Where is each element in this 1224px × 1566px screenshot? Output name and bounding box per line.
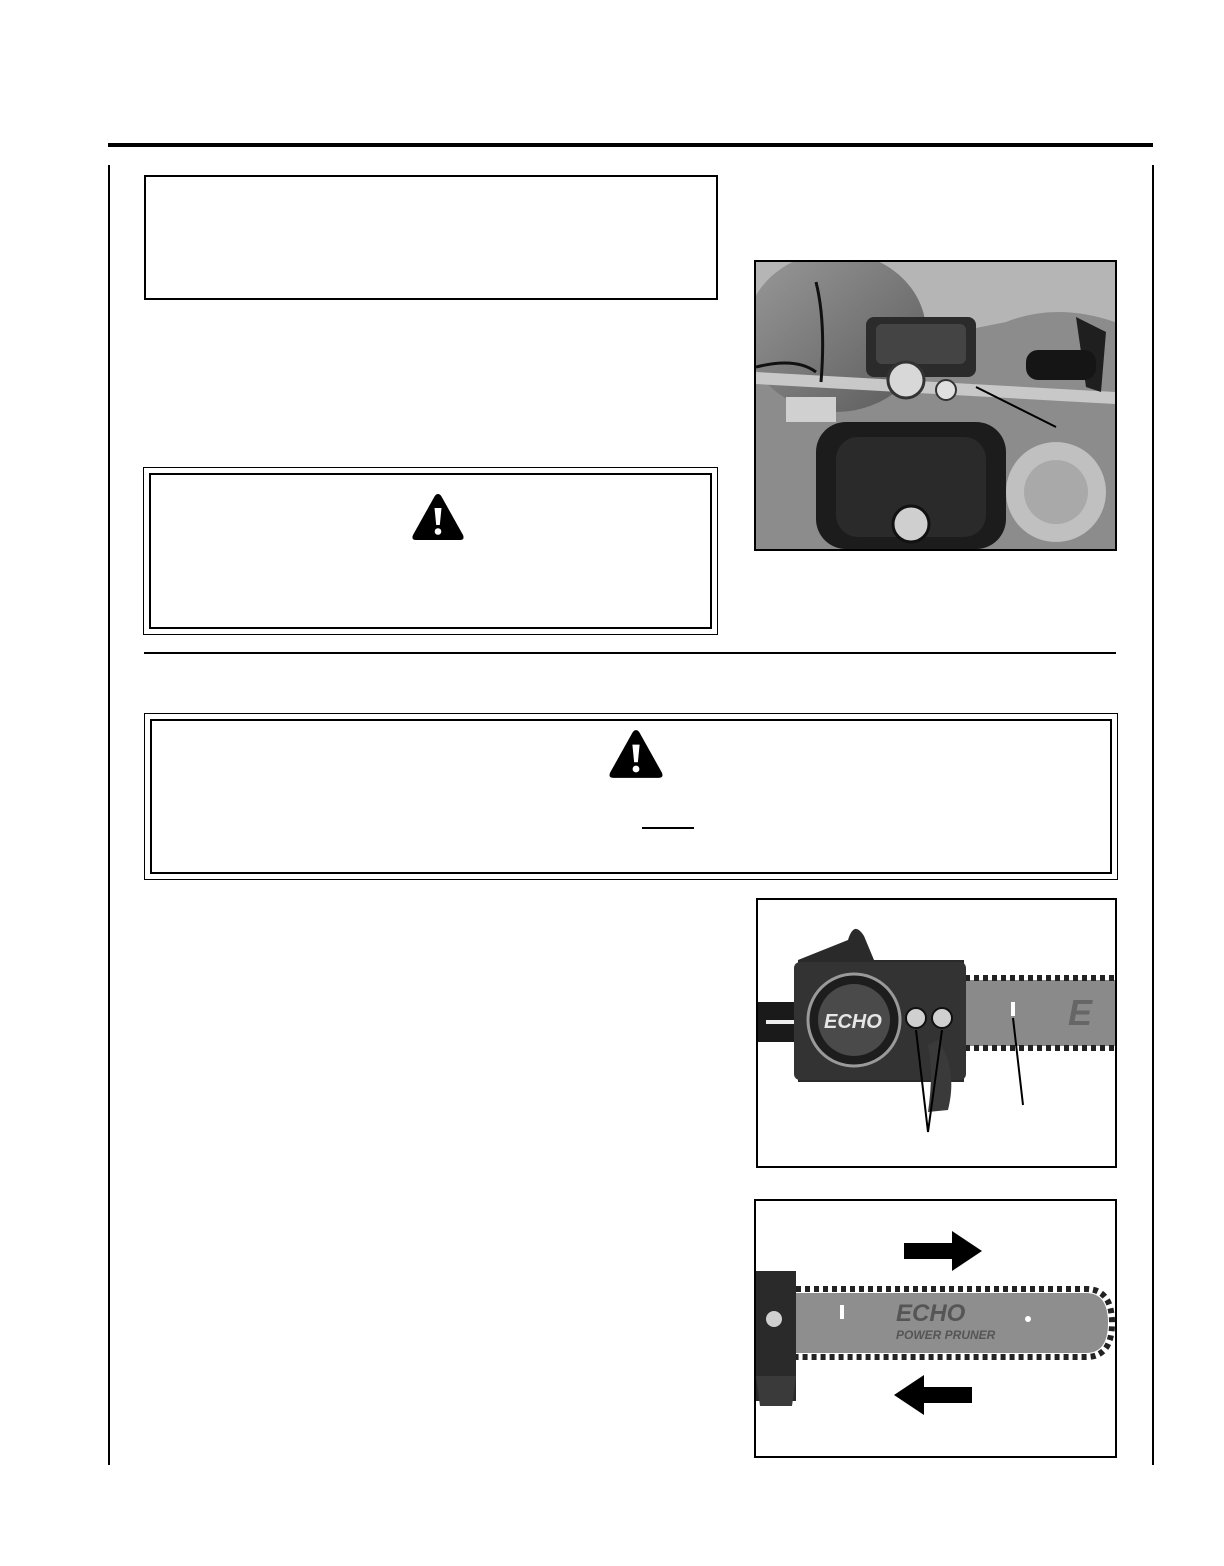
right-margin-line: [1152, 165, 1154, 1465]
svg-text:E: E: [1068, 992, 1093, 1033]
left-margin-line: [108, 165, 110, 1465]
warning-box-top: [143, 467, 718, 635]
warning-triangle-icon: [410, 492, 466, 542]
bar-brand-text: ECHO: [896, 1300, 966, 1327]
warning-triangle-icon: [607, 728, 665, 780]
bar-chain-photo: [754, 1199, 1117, 1458]
carburetor-photo: [754, 260, 1117, 551]
note-box: [144, 175, 718, 300]
header-rule: [108, 143, 1153, 147]
warning-box-wide: [144, 713, 1118, 880]
svg-text:ECHO: ECHO: [824, 1011, 882, 1033]
bar-model-text: POWER PRUNER: [896, 1328, 996, 1342]
emphasis-underline: [642, 827, 694, 829]
section-divider: [144, 652, 1116, 654]
bar-cover-photo: [756, 898, 1117, 1168]
